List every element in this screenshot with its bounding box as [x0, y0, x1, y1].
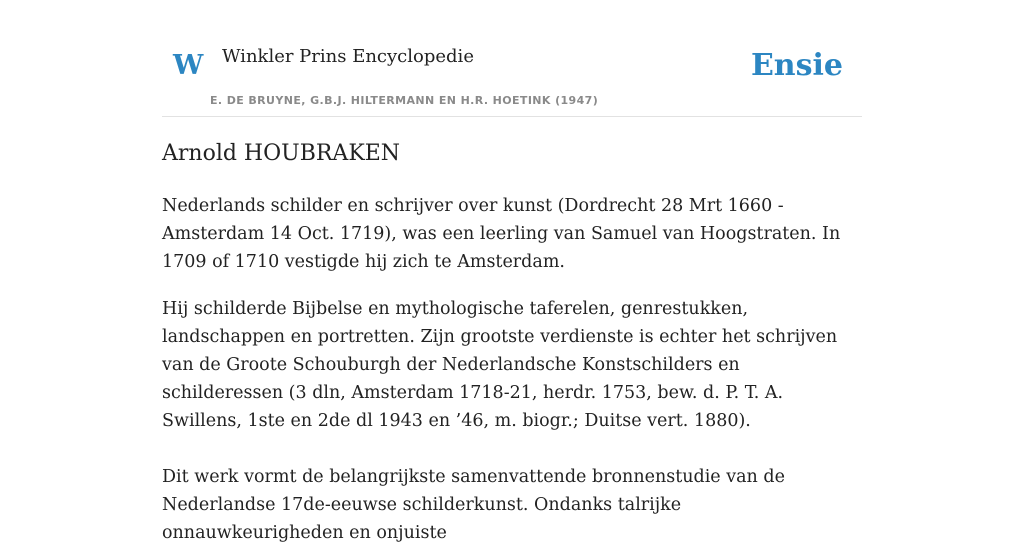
publication-logo-icon[interactable]: W — [173, 50, 204, 81]
publication-title-link[interactable]: Winkler Prins Encyclopedie — [222, 46, 474, 67]
article-title: Arnold HOUBRAKEN — [162, 141, 401, 166]
article-paragraph: Nederlands schilder en schrijver over kunst (Dordrecht 28 Mrt 1660 - Amsterdam 14 Oct. 1719), was een leerling van Samuel van Hoogstraten. In 1709 of 1710 vestigde hij zich te Amsterdam. — [162, 196, 841, 272]
article-body — [162, 138, 866, 547]
article-paragraph: Dit werk vormt de belangrijkste samenvattende bronnenstudie van de Nederlandse 17de-eeuwse schilderkunst. Ondanks talrijke onnauwkeurigheden en onjuiste — [162, 467, 785, 543]
publication-authors: E. DE BRUYNE, G.B.J. HILTERMANN EN H.R. HOETINK (1947) — [210, 94, 599, 107]
article-paragraph: Hij schilderde Bijbelse en mythologische taferelen, genrestukken, landschappen en portretten. Zijn grootste verdienste is echter het schrijven van de Groote Schouburgh der Nederlandsche Konstschilders en schilderessen (3 dln, Amsterdam 1718-21, herdr. 1753, bew. d. P. T. A. Swillens, 1ste en 2de dl 1943 en ’46, m. biogr.; Duitse vert. 1880). — [162, 299, 838, 431]
site-header — [162, 0, 862, 117]
ensie-logo-link[interactable]: Ensie — [750, 48, 843, 83]
